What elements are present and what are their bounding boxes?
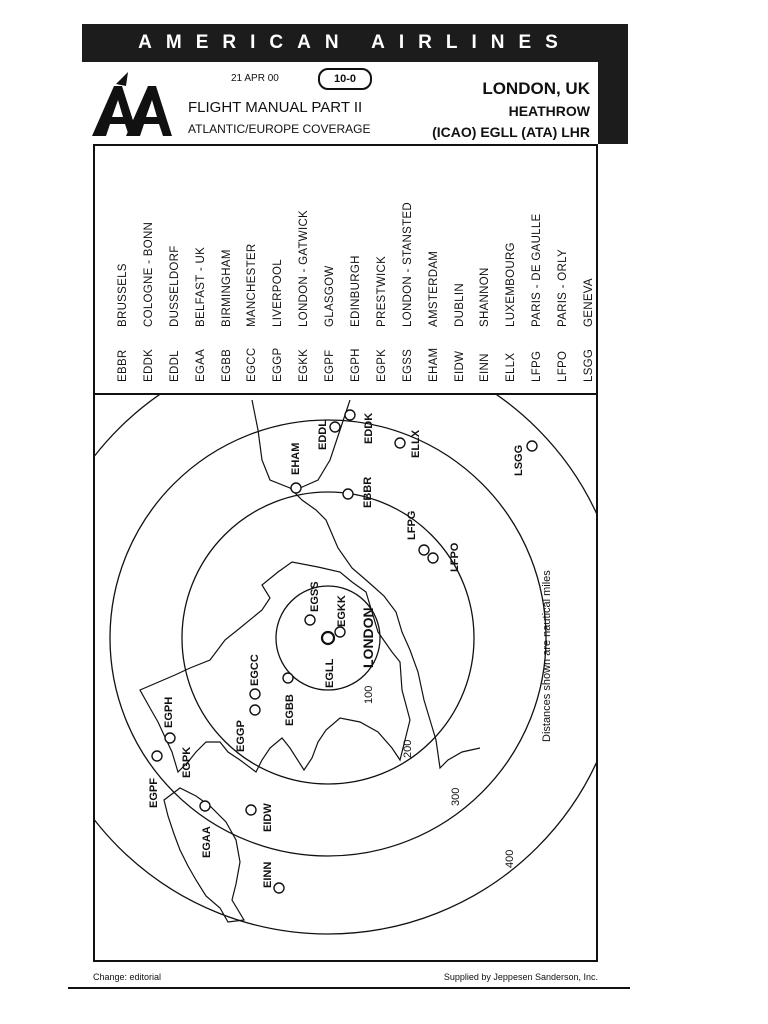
legend-code: LFPG	[531, 350, 544, 382]
airport-label-lfpg: LFPG	[406, 510, 418, 540]
ring-label-200: 200	[402, 739, 414, 758]
lsgg-marker	[527, 441, 537, 451]
legend-name: MANCHESTER	[246, 243, 259, 327]
legend-row	[550, 142, 576, 382]
legend-row	[498, 142, 524, 382]
chart-date: 21 APR 00	[231, 73, 279, 84]
legend-row	[188, 142, 214, 382]
legend-row	[472, 142, 498, 382]
legend-code: EBBR	[116, 349, 129, 382]
supplier-note: Supplied by Jeppesen Sanderson, Inc.	[443, 972, 598, 982]
legend-row	[343, 142, 369, 382]
airport-label-eidw: EIDW	[262, 803, 274, 832]
legend-code: EHAM	[427, 347, 440, 382]
eham-marker	[291, 483, 301, 493]
legend-code: EGPF	[324, 349, 337, 382]
ring-label-400: 400	[504, 849, 516, 868]
legend-code: EGAA	[194, 348, 207, 382]
city-title: LONDON, UK	[482, 79, 590, 98]
legend-name: BELFAST - UK	[194, 246, 207, 327]
ring-label-300: 300	[450, 787, 462, 806]
legend-code: EINN	[479, 353, 492, 382]
egbb-marker	[283, 673, 293, 683]
legend-name: BRUSSELS	[116, 263, 129, 327]
airport-label-eggp: EGGP	[235, 720, 247, 752]
manual-title: FLIGHT MANUAL PART II	[188, 99, 363, 116]
airport-label-ellx: ELLX	[410, 429, 422, 458]
legend-code: ELLX	[505, 352, 518, 382]
legend-code: EGBB	[220, 348, 233, 382]
legend-code: EGGP	[272, 347, 285, 382]
airport-label-egbb: EGBB	[284, 694, 296, 726]
egcc-marker	[250, 689, 260, 699]
legend-row	[524, 142, 550, 382]
legend-name: LUXEMBOURG	[505, 242, 518, 327]
airline-banner: AMERICAN AIRLINES	[82, 24, 628, 62]
legend-row	[317, 142, 343, 382]
lfpo-marker	[428, 553, 438, 563]
legend-name: GENEVA	[582, 278, 595, 327]
legend-name: LIVERPOOL	[272, 259, 285, 327]
airport-label-eham: EHAM	[290, 442, 302, 475]
change-note: Change: editorial	[93, 972, 162, 982]
legend-row	[214, 142, 240, 382]
airport-label-egaa: EGAA	[201, 826, 213, 858]
airport-label-eddk: EDDK	[363, 412, 375, 444]
egll-marker	[322, 632, 334, 644]
airport-label-egpf: EGPF	[148, 778, 160, 808]
airport-label-egcc: EGCC	[249, 654, 261, 686]
eddl-marker	[330, 422, 340, 432]
egss-marker	[305, 615, 315, 625]
legend-name: PARIS - DE GAULLE	[531, 213, 544, 327]
lfpg-marker	[419, 545, 429, 555]
legend-row	[110, 142, 136, 382]
ebbr-marker	[343, 489, 353, 499]
distance-map	[95, 395, 596, 960]
legend-row	[265, 142, 291, 382]
eidw-marker	[246, 805, 256, 815]
legend-code: EGPH	[349, 348, 362, 382]
ellx-marker	[395, 438, 405, 448]
legend-row	[136, 142, 162, 382]
legend-row	[369, 142, 395, 382]
legend-row	[291, 142, 317, 382]
legend-code: LFPO	[557, 350, 570, 382]
egpk-marker	[152, 751, 162, 761]
airport-label-eddl: EDDL	[317, 420, 329, 450]
legend-name: COLOGNE - BONN	[142, 221, 155, 327]
airport-label-egkk: EGKK	[336, 595, 348, 627]
airport-label-egph: EGPH	[163, 696, 175, 728]
airport-codes: (ICAO) EGLL (ATA) LHR	[432, 124, 590, 140]
distance-note: Distances shown are nautical miles	[541, 570, 553, 742]
legend-name: LONDON - STANSTED	[401, 201, 414, 327]
legend-code: LSGG	[582, 348, 595, 382]
legend-name: BIRMINGHAM	[220, 249, 233, 327]
legend-code: EGKK	[298, 348, 311, 382]
eggp-marker	[250, 705, 260, 715]
egph-marker	[165, 733, 175, 743]
egaa-marker	[200, 801, 210, 811]
legend-code: EGPK	[375, 348, 388, 382]
legend-name: EDINBURGH	[349, 255, 362, 327]
aa-logo-icon	[92, 72, 172, 140]
legend-code: EGCC	[246, 347, 259, 382]
legend-row	[395, 142, 421, 382]
airport-label-egll: EGLL	[324, 658, 336, 688]
egkk-marker	[335, 627, 345, 637]
airport-label-egss: EGSS	[309, 581, 321, 612]
legend-code: EIDW	[453, 350, 466, 382]
legend-code: EGSS	[401, 348, 414, 382]
einn-marker	[274, 883, 284, 893]
legend-row	[421, 142, 447, 382]
legend-row	[447, 142, 473, 382]
airport-legend	[110, 142, 602, 382]
ring-label-100: 100	[363, 685, 375, 704]
airport-label-lsgg: LSGG	[513, 444, 525, 476]
chart-number-badge: 10-0	[318, 68, 372, 90]
legend-name: PRESTWICK	[375, 255, 388, 327]
london-label: LONDON	[360, 607, 376, 668]
legend-row	[239, 142, 265, 382]
banner-extension	[598, 60, 628, 144]
legend-code: EDDK	[142, 348, 155, 382]
legend-name: LONDON - GATWICK	[298, 209, 311, 327]
legend-name: GLASGOW	[324, 265, 337, 327]
airport-name: HEATHROW	[508, 103, 590, 119]
airport-label-lfpo: LFPO	[449, 542, 461, 572]
airport-label-einn: EINN	[262, 861, 274, 888]
legend-row	[162, 142, 188, 382]
legend-name: DUBLIN	[453, 283, 466, 327]
legend-code: EDDL	[168, 350, 181, 382]
airport-label-egpk: EGPK	[181, 746, 193, 778]
airport-label-ebbr: EBBR	[362, 476, 374, 508]
legend-name: SHANNON	[479, 267, 492, 327]
bottom-rule	[68, 987, 630, 989]
coverage-subtitle: ATLANTIC/EUROPE COVERAGE	[188, 122, 371, 136]
legend-name: PARIS - ORLY	[557, 249, 570, 327]
legend-name: DUSSELDORF	[168, 245, 181, 327]
eddk-marker	[345, 410, 355, 420]
legend-row	[576, 142, 602, 382]
coastline-shapes	[140, 400, 480, 922]
legend-name: AMSTERDAM	[427, 250, 440, 327]
